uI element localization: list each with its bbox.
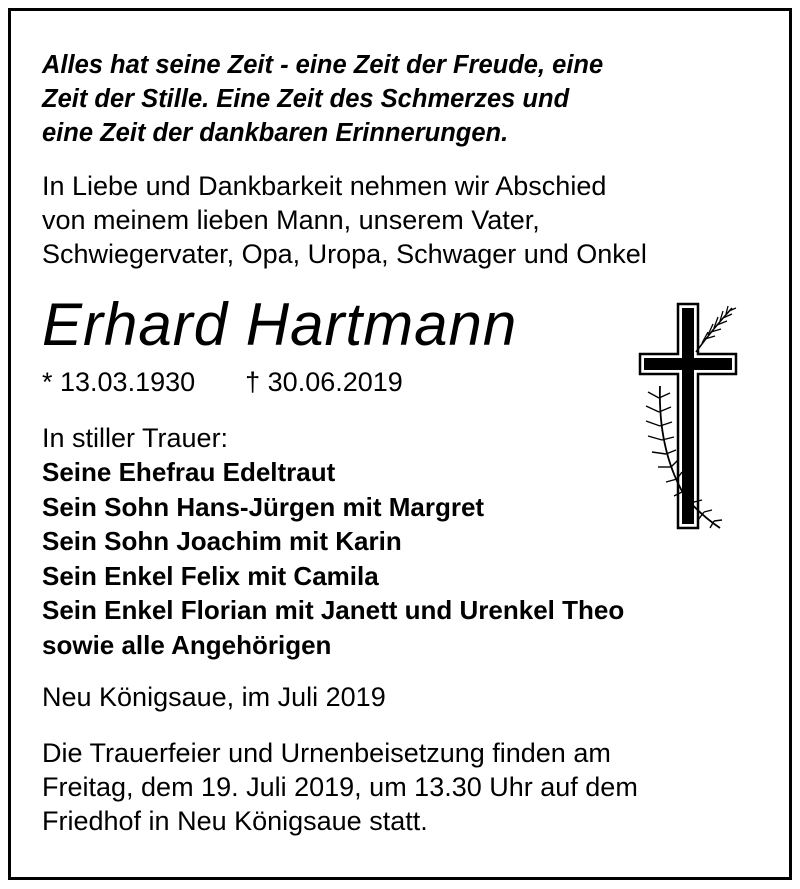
birth-date: * 13.03.1930 xyxy=(42,367,196,397)
motto-line-2: Zeit der Stille. Eine Zeit des Schmerzes und xyxy=(42,85,570,113)
death-date: † 30.06.2019 xyxy=(245,367,403,397)
motto-quote xyxy=(42,48,603,150)
ceremony-line-1: Die Trauerfeier und Urnenbeisetzung finden am xyxy=(42,738,611,768)
list-item: sowie alle Angehörigen xyxy=(42,629,332,660)
intro-line-3: Schwiegervater, Opa, Uropa, Schwager und Onkel xyxy=(42,239,647,269)
list-item: Sein Enkel Florian mit Janett und Urenkel Theo xyxy=(42,595,625,625)
ceremony-line-3: Friedhof in Neu Königsaue statt. xyxy=(42,806,428,836)
ceremony-line-2: Freitag, dem 19. Juli 2019, um 13.30 Uhr auf dem xyxy=(42,772,638,802)
list-item: Sein Sohn Hans-Jürgen mit Margret xyxy=(42,491,485,522)
mourners-list xyxy=(42,455,624,662)
farewell-intro xyxy=(42,169,647,271)
motto-line-3: eine Zeit der dankbaren Erinnerungen. xyxy=(42,119,509,147)
motto-line-1: Alles hat seine Zeit - eine Zeit der Freude, eine xyxy=(42,51,604,79)
list-item: Sein Enkel Felix mit Camila xyxy=(42,560,379,591)
place-and-date: Neu Königsaue, im Juli 2019 xyxy=(42,682,386,712)
cross-with-palm-branch-icon xyxy=(636,302,742,534)
deceased-name: Erhard Hartmann xyxy=(42,291,518,358)
mourning-label: In stiller Trauer: xyxy=(42,423,229,453)
ceremony-info xyxy=(42,736,638,838)
intro-line-1: In Liebe und Dankbarkeit nehmen wir Abschied xyxy=(42,171,607,201)
list-item: Sein Sohn Joachim mit Karin xyxy=(42,526,402,556)
list-item: Seine Ehefrau Edeltraut xyxy=(42,457,336,487)
intro-line-2: von meinem lieben Mann, unserem Vater, xyxy=(42,205,540,235)
life-dates xyxy=(42,365,403,399)
